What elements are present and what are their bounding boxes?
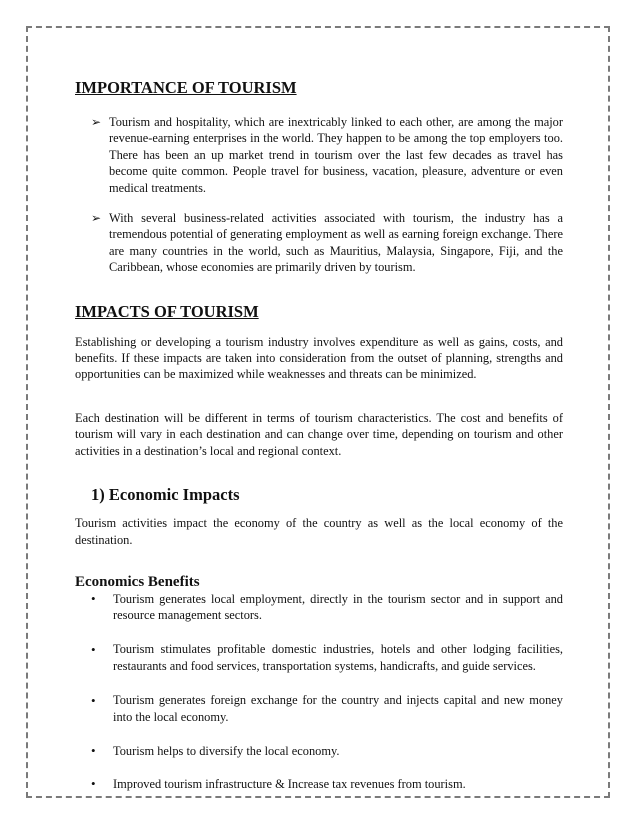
benefit-bullet-1: Tourism generates local employment, directly in the tourism sector and in support and resource management sectors. bbox=[113, 591, 563, 623]
benefit-bullet-2: Tourism stimulates profitable domestic industries, hotels and other lodging facilities, restaurants and food services, transportation systems, handicrafts, and guide services. bbox=[113, 641, 563, 673]
arrow-bullet-icon: ➢ bbox=[91, 115, 102, 129]
list-item bbox=[75, 776, 563, 792]
importance-bullet-2: With several business-related activities associated with tourism, the industry has a tremendous potential of generating employment as well as earning foreign exchange. There are many countries in the world, such as Mauritius, Malaysia, Singapore, Fiji, and the Caribbean, whose economies are primarily driven by tourism. bbox=[109, 211, 563, 275]
dot-bullet-icon: • bbox=[91, 692, 96, 708]
benefit-bullet-3: Tourism generates foreign exchange for the country and injects capital and new money into the local economy. bbox=[113, 692, 563, 724]
list-item bbox=[75, 743, 563, 759]
list-item bbox=[75, 114, 563, 196]
dot-bullet-icon: • bbox=[91, 776, 96, 792]
importance-heading: IMPORTANCE OF TOURISM bbox=[75, 78, 297, 97]
impacts-paragraph-1: Establishing or developing a tourism industry involves expenditure as well as gains, costs, and benefits. If these impacts are taken into consideration from the outset of planning, strengths and opportunities can be maximized while weaknesses and threats can be minimized. bbox=[75, 334, 563, 382]
impacts-heading: IMPACTS OF TOURISM bbox=[75, 301, 259, 321]
importance-list bbox=[75, 114, 563, 276]
dot-bullet-icon: • bbox=[91, 641, 96, 657]
economic-impacts-paragraph: Tourism activities impact the economy of the country as well as the local economy of the destination. bbox=[75, 516, 563, 547]
dot-bullet-icon: • bbox=[91, 742, 96, 758]
arrow-bullet-icon: ➢ bbox=[91, 211, 102, 226]
economics-benefits-heading: Economics Benefits bbox=[75, 573, 200, 590]
list-item bbox=[75, 641, 563, 675]
list-item bbox=[75, 210, 563, 276]
list-item bbox=[75, 591, 563, 624]
dot-bullet-icon: • bbox=[91, 590, 96, 606]
benefit-bullet-5: Improved tourism infrastructure & Increase tax revenues from tourism. bbox=[113, 777, 466, 792]
impacts-paragraph-2: Each destination will be different in terms of tourism characteristics. The cost and benefits of tourism will vary in each destination and can change over time, depending on tourism and other activities in a destination’s local and regional context. bbox=[75, 410, 563, 458]
benefit-bullet-4: Tourism helps to diversify the local economy. bbox=[113, 743, 340, 758]
benefits-list bbox=[75, 591, 563, 793]
document-body bbox=[75, 78, 563, 793]
economic-impacts-heading: 1) Economic Impacts bbox=[91, 485, 240, 505]
list-item bbox=[75, 692, 563, 726]
importance-bullet-1: Tourism and hospitality, which are inextricably linked to each other, are among the major revenue-earning enterprises in the world. They happen to be among the top employers too. There has been an up market trend in tourism over the last few decades as travel has become quite common. People travel for business, vacation, pleasure, adventure or even medical treatments. bbox=[109, 115, 563, 195]
